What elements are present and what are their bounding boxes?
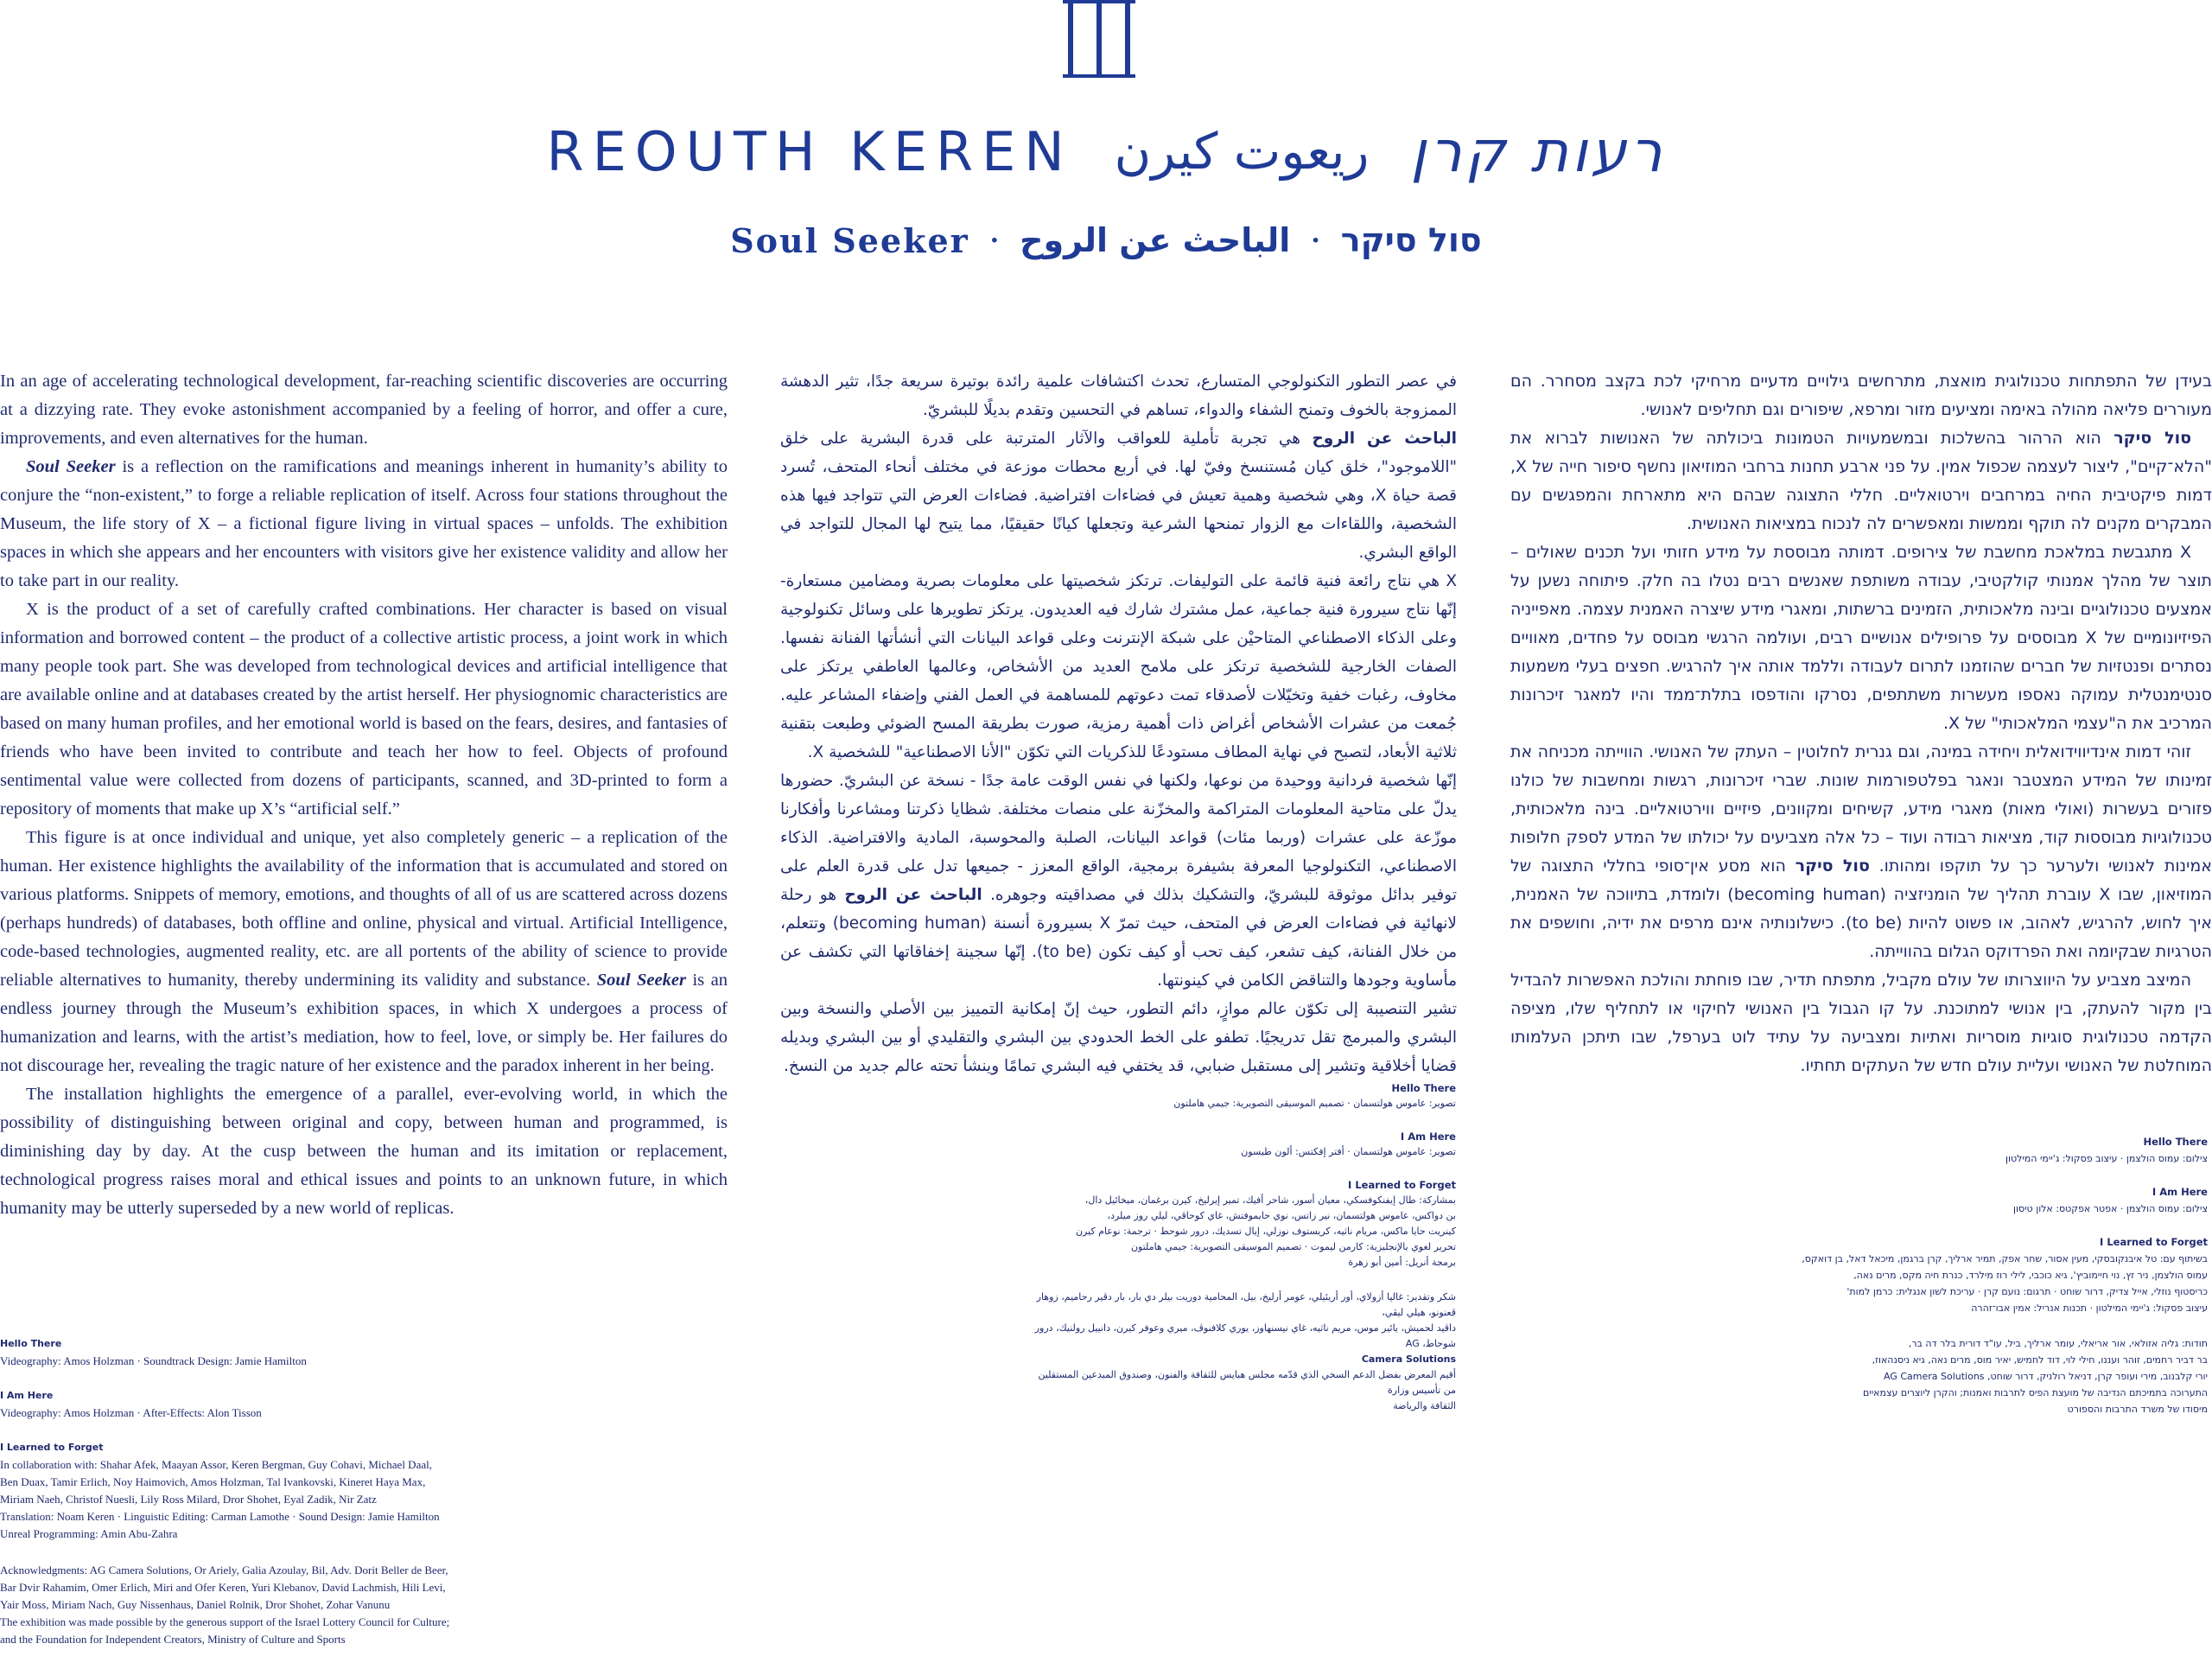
work-title-inline: סול סיקר <box>2113 429 2192 448</box>
credit-line: Unreal Programming: Amin Abu-Zahra <box>0 1527 178 1540</box>
acknowledgments-line: Yair Moss, Miriam Nach, Guy Nissenhaus, Daniel Rolnik, Dror Shohet, Zohar Vanunu <box>0 1598 391 1611</box>
paragraph: בעידן של התפתחות טכנולוגית מואצת, מתרחשים גילויים מדעיים מרחיקי לכת בקצב מסחרר. הם מעוררים פליאה מהולה באימה ומציעים מזור ומרפא, שיפורים וגם תחליפים לאנושי. <box>1510 372 2212 419</box>
paragraph-text: הוא מסע אין־סופי בחללי התצוגה של המוזיאון, שבו X עוברת תהליך של הומניזציה (becoming human) ולומדת, בתיווכה של האמנית, איך לחוש, להרגיש, לאהוב, או פשוט להיות (to be). כישלונותיה אינם מרפים את ידיה, וחושפים את הטרגיות שבקיומה ואת הפרדוקס הגלום בהווייתה. <box>1510 857 2212 961</box>
work-title-inline: Soul Seeker <box>26 457 116 476</box>
paragraph: המיצב מצביע על היווצרותו של עולם מקביל, מתפתח תדיר, שבו פוחתת והולכת האפשרות להבדיל בין מקור להעתק, בין אנושי למתוכנת. על קו הגבול בין האנושי לחיקוי או לתחליף שלו, מציפה הקדמה טכנולוגית סוגיות מוסריות ואתיות ומצביעה על עתיד לוט בערפל, שבו תיתכן העלמותו המוחלטת של האנושי ועליית עולם חדש של העתקים תחתיו. <box>1510 971 2212 1075</box>
credit-heading: I Am Here <box>0 1390 54 1401</box>
acknowledgments-line: Acknowledgments: AG Camera Solutions, Or Ariely, Galia Azoulay, Bil, Adv. Dorit Beller de Beer, <box>0 1564 448 1576</box>
credit-heading: Hello There <box>2143 1136 2208 1148</box>
paragraph <box>0 824 728 1080</box>
paragraph <box>0 453 728 596</box>
paragraph: تشير التنصيبة إلى تكوّن عالم موازٍ، دائم التطور، حيث إنّ إمكانية التمييز بين الأصلي والنسخة وبين البشري والمبرمج تقل تدريجيًا. تطفو على الخط الحدودي بين البشري والتقليدي أو بين البشري وبديله قضايا أخلاقية وتشير إلى مستقبل ضبابي، قد يختفي فيه البشري تمامًا وينشأ تحته عالم جديد من النسخ. <box>780 1000 1457 1075</box>
support-line: התערוכה בתמיכתם הנדיבה של מועצת הפיס לתרבות ואמנות; והקרן ליוצרים עצמאיים <box>1862 1387 2208 1398</box>
work-title-inline: الباحث عن الروح <box>844 886 982 904</box>
artist-name-latin: REOUTH KEREN <box>546 119 1073 183</box>
work-title-inline: סול סיקר <box>1795 857 1870 876</box>
paragraph <box>780 767 1457 995</box>
credit-line: تحرير لغوي بالإنجليزية: كارمن ليموت · تصميم الموسيقى التصويرية: جيمي هاملتون <box>1130 1241 1456 1252</box>
paragraph <box>1510 424 2212 538</box>
paragraph: The installation highlights the emergence of a parallel, ever-evolving world, in which the possibility of distinguishing between original and copy, between human and programmed, is diminishing day by day. At the cusp between the human and its imitation or replacement, technological progress raises moral and ethical issues and points to an unknown future, in which humanity may be utterly superseded by a new world of replicas. <box>0 1085 728 1218</box>
english-text-column <box>0 367 728 1223</box>
support-line: أقيم المعرض بفضل الدعم السخي الذي قدّمه مجلس هبايس للثقافة والفنون، وصندوق المبدعين المستقلين من تأسيس وزارة <box>1038 1369 1456 1396</box>
paragraph: X מתגבשת במלאכת מחשבת של צירופים. דמותה מבוססת על מידע חזותי ועל תכנים שאולים – תוצר של מהלך אמנותי קולקטיבי, עבודה משותפת שאנשים רבים נטלו בה חלק. פיתוחה נשען על אמצעים טכנולוגיים ובינה מלאכותית, הזמינים ברשתות, ומאגרי מידע שיצרה האמנית עצמה. מאפייניה הפיזיונומיים של X מבוססים על פרופילים אנושיים רבים, ועולמה הרגשי מבוסס על פחדים, מאוויים נסתרים ופנטזיות של חברים שהוזמנו לתרום לעבודה וללמד אותה איך להרגיש. חפצים בעלי משמעות סנטימנטלית עמוקה נאספו מעשרות משתתפים, נסרקו והודפסו בתלת־ממד והיו למאגר זיכרונות המרכיב את ה"עצמי המלאכותי" של X. <box>1510 543 2212 733</box>
arabic-text-column <box>780 367 1457 1080</box>
paragraph: In an age of accelerating technological development, far-reaching scientific discoveries are occurring at a dizzying rate. They evoke astonishment accompanied by a feeling of horror, and offer a cure, improvements, and even alternatives for the human. <box>0 372 728 448</box>
credit-heading: I Learned to Forget <box>2100 1236 2208 1248</box>
paragraph-text: הוא הרהור בהשלכות ובמשמעויות הטמונות ביכולתה של האנושות לברוא את "הלא־קיים", ליצור לעצמה שכפול אמין. על פני ארבע תחנות ברחבי המוזיאון נחשף סיפור חייה של X, דמות פיקטיבית החיה במרחבים וירטואליים. חללי התצוגה שבהם היא מתארחת והמפגשים עם המבקרים מקנים לה תוקף וממשות ומאפשרים לה לנכוח במציאות האנושית. <box>1510 429 2212 533</box>
acknowledgments-line: داڤيد لحميش، يائير موس، مريم ناثيه، غاي نيسنهاوز، يوري كلافنوڤ، ميري وعوفر كيرن، دانييل رولنيك، درور شوحاط، AG <box>1034 1322 1456 1349</box>
roman-numeral-three <box>1068 0 1130 78</box>
credit-line: برمجة أنريل: أمين أبو زهرة <box>1348 1257 1456 1268</box>
paragraph: X هي نتاج رائعة فنية قائمة على التوليفات. ترتكز شخصيتها على معلومات بصرية ومضامين مستعارة- إنّها نتاج سيرورة فنية جماعية، عمل مشترك شارك فيه العديدون. يرتكز تطويرها على وسائل تكنولوجية وعلى الذكاء الاصطناعي المتاحيْن على شبكة الإنترنت وعلى قواعد البيانات التي أنشأتها الفنانة نفسها. الصفات الخارجية للشخصية ترتكز على ملامح العديد من الأشخاص، وعالمها العاطفي يرتكز على مخاوف، رغبات خفية وتخيّلات لأصدقاء تمت دعوتهم للمساهمة في العمل الفني وإضفاء المشاعر عليه. جُمعت من عشرات الأشخاص أغراض ذات أهمية رمزية، صورت بطريقة المسح الضوئي وطبعت بتقنية ثلاثية الأبعاد، لتصبح في نهاية المطاف مستودعًا للذكريات التي تكوّن "الأنا الاصطناعية" للشخصية X. <box>780 572 1457 761</box>
separator-dot: · <box>989 225 1000 256</box>
credit-line: كينريت حايا ماكس، مريام ناثيه، كريستوف نوزلي، إيال تسديك، درور شوحط · ترجمة: نوعام كيرن <box>1075 1226 1456 1237</box>
support-line: and the Foundation for Independent Creators, Ministry of Culture and Sports <box>0 1633 346 1646</box>
paragraph <box>780 424 1457 567</box>
exhibition-title-hebrew: סול סיקר <box>1340 221 1482 259</box>
credit-line: Videography: Amos Holzman · Soundtrack Design: Jamie Hamilton <box>0 1354 307 1367</box>
credit-line: עיצוב פסקול: ג'יימי המילטון · תכנות אנריל: אמין אבו־זהרה <box>1971 1303 2208 1314</box>
paragraph-text: זוהי דמות אינדיווידואלית ויחידה במינה, וגם גנרית לחלוטין – העתק של האנושי. הווייתה מכניחה את זמינותו של המידע המצטבר ונאגר בפלטפורמות שונות. שברי זיכרונות, רגשות ומחשבות של כולנו פזורים בעשרות (ואולי מאות) מאגרי מידע, קשיחים ומקוונים, פיזיים ווירטואליים. בינה מלאכותית, טכנולוגיות מבוססות קוד, מציאות רבודה ועוד – כל אלה מצביעים על יכולתו של המדע לספק חלופות אמינות לאנושי ולערער כך על תוקפו ומהותו. <box>1510 742 2212 876</box>
paragraph-text: is a reflection on the ramifications and meanings inherent in humanity’s ability to conjure the “non-existent,” to forge a reliable replication of itself. Across four stations throughout the Museum, the life story of X – a fictional figure living in virtual spaces – unfolds. The exhibition spaces in which she appears and her encounters with visitors give her existence validity and allow her to take part in our reality. <box>0 457 728 590</box>
credit-line: צילום: עמוס הולצמן · אפטר אפקטס: אלון טיסון <box>2012 1203 2208 1214</box>
credit-heading: Hello There <box>0 1338 62 1349</box>
acknowledgments-line: בר דביר רחמים, זוהר ועננו, חילי לוי, דוד לחמיש, יאיר מוס, מרים נאה, גיא ניסנהאוז, <box>1872 1354 2208 1366</box>
credit-line: Videography: Amos Holzman · After-Effects: Alon Tisson <box>0 1406 262 1419</box>
paragraph-text: is an endless journey through the Museum’s exhibition spaces, in which X undergoes a process of humanization and learns, with the artist’s mediation, how to feel, love, or simply be. Her failures do not discourage her, revealing the tragic nature of her existence and the paradox inherent in her being. <box>0 971 728 1075</box>
paragraph <box>1510 738 2212 966</box>
credit-line: بمشاركة: طال إيفنكوفسكي، معيان أسور، شاحر أفيك، تمير إيرليخ، كيرن برغمان، ميخائيل دال، <box>1084 1194 1456 1206</box>
paragraph-text: هو رحلة لانهائية في فضاءات العرض في المتحف، حيث تمرّ X بسيرورة أنسنة (becoming human) وتتعلم، من خلال الفنانة، كيف تشعر، كيف تحب أو كيف تكون (to be). إنّها سجينة إخفاقاتها التي تكشف عن مأساوية وجودها والتناقض الكامن في كينونتها. <box>780 886 1458 990</box>
english-credits <box>0 1335 579 1648</box>
exhibition-title-latin: Soul Seeker <box>730 220 969 260</box>
credit-line: In collaboration with: Shahar Afek, Maayan Assor, Keren Bergman, Guy Cohavi, Michael Daal, <box>0 1458 432 1471</box>
credit-line: כריסטוף נוזלי, אייל צדיק, דרור שוחט · תרגום: נועם קרן · עריכת לשון אנגלית: כרמן למות' <box>1847 1286 2208 1297</box>
artist-name-title <box>0 117 2212 186</box>
credit-heading: I Learned to Forget <box>1348 1179 1456 1191</box>
credit-heading: I Am Here <box>2152 1186 2208 1198</box>
work-title-inline: Soul Seeker <box>596 971 686 990</box>
credit-heading: I Learned to Forget <box>0 1442 104 1453</box>
hebrew-text-column <box>1510 367 2212 1080</box>
credit-line: בשיתוף עם: טל איבנקובסקי, מעין אסור, שחר אפק, תמיר ארליך, קרן ברגמן, מיכאל דאל, בן דואקס, <box>1802 1253 2208 1264</box>
credit-line: تصوير: عاموس هولتسمان · أفتر إفكتس: ألون طيسون <box>1241 1146 1456 1157</box>
acknowledgments-line: יורי קלבנוב, מירי ועופר קרן, דניאל רולניק, דרור שוחט, AG Camera Solutions <box>1883 1371 2208 1382</box>
support-line: מיסודו של משרד התרבות והספורט <box>2067 1404 2208 1415</box>
artist-name-arabic: ريعوت كيرن <box>1114 122 1370 181</box>
credit-line: Translation: Noam Keren · Linguistic Editing: Carman Lamothe · Sound Design: Jamie Hamilton <box>0 1510 440 1523</box>
exhibition-title <box>0 214 2212 266</box>
credit-line: Ben Duax, Tamir Erlich, Noy Haimovich, Amos Holzman, Tal Ivankovski, Kineret Haya Max, <box>0 1475 426 1488</box>
credit-line: צילום: עמוס הולצמן · עיצוב פסקול: ג'יימי המילטון <box>2005 1153 2208 1164</box>
credit-heading: Hello There <box>1391 1082 1456 1094</box>
paragraph-text: إنّها شخصية فردانية ووحيدة من نوعها، ولكنها في نفس الوقت عامة جدًا - نسخة عن البشريّ. حضورها يدلّ على متاحية المعلومات المتراكمة والمخزّنة على منصات مختلفة. شظايا ذكرتنا ومشاعرنا وأفكارنا موزّعة على عشرات (وربما مئات) قواعد البيانات، الصلبة والمحوسبة، المادية والافتراضية. الذكاء الاصطناعي، التكنولوجيا المعرفة بشيفرة برمجية، الواقع المعزز - جميعها تدل على قدرة العلم على توفير بدائل موثوقة للبشريّ، والتشكيك بذلك في مصداقيته وجوهره. <box>780 772 1457 904</box>
acknowledgments-line: תודות: גליה אזולאי, אור אריאלי, עומר ארליך, ביל, עו"ד דורית בלר דה בר, <box>1908 1338 2208 1349</box>
paragraph-text: This figure is at once individual and unique, yet also completely generic – a replication of the human. Her existence highlights the availability of the information that is accumulated and stored on various platforms. Snippets of memory, emotions, and thoughts of all of us are scattered across dozens (perhaps hundreds) of databases, both offline and online, physical and virtual. Artificial Intelligence, code-based technologies, augmented reality, etc. are all portents of the ability of science to provide reliable alternatives to humanity, thereby undermining its validity and substance. <box>0 828 728 990</box>
credit-line: تصوير: عاموس هولتسمان · تصميم الموسيقى التصويرية: جيمي هاملتون <box>1173 1098 1456 1109</box>
hebrew-credits <box>1672 1134 2208 1417</box>
separator-dot: · <box>1311 225 1320 256</box>
acknowledgments-line: شكر وتقدير: غاليا أزولاي، أور أريئيلي، عومر أرليخ، بيل، المحامية دوريت بيلر دي بار، بار دڤير رحاميم، زوهار ڤعنونو، هيلي ليڤي، <box>1036 1291 1456 1318</box>
work-title-inline: الباحث عن الروح <box>1312 430 1458 448</box>
acknowledgments-line: Camera Solutions <box>1361 1353 1456 1365</box>
acknowledgments-line: Bar Dvir Rahamim, Omer Erlich, Miri and Ofer Keren, Yuri Klebanov, David Lachmish, Hili Levi, <box>0 1581 446 1594</box>
credit-line: עמוס הולצמן, ניר זץ, נוי חיימוביץ', גיא כוכבי, לילי רוז מילרד, כנרת חיה מקס, מרים נאה, <box>1853 1270 2208 1281</box>
arabic-credits <box>1028 1080 1456 1414</box>
paragraph: X is the product of a set of carefully crafted combinations. Her character is based on visual information and borrowed content – the product of a collective artistic process, a joint work in which many people took part. She was developed from technological devices and artificial intelligence that are available online and at databases created by the artist herself. Her physiognomic characteristics are based on many human profiles, and her emotional world is based on the fears, desires, and fantasies of friends who have been invited to contribute and teach her how to feel. Objects of profound sentimental value were collected from dozens of participants, scanned, and 3D-printed to form a repository of moments that make up X’s “artificial self.” <box>0 600 728 818</box>
credit-line: بن دواكس، عاموس هولتسمان، نير زاتس، نوي حايموفتش، غاي كوحاڤي، ليلي روز ميلرد، <box>1107 1210 1456 1221</box>
support-line: The exhibition was made possible by the generous support of the Israel Lottery Council for Culture; <box>0 1615 450 1628</box>
support-line: الثقافة والرياضة <box>1393 1400 1456 1411</box>
artist-name-hebrew: רעות קרן <box>1410 118 1666 185</box>
paragraph-text: هي تجربة تأملية للعواقب والآثار المترتبة على قدرة البشرية على خلق "اللاموجود"، خلق كيان مُستنسخ وفيّ لها. في أربع محطات موزعة في مختلف أنحاء المتحف، تُسرد قصة حياة X، وهي شخصية وهمية تعيش في فضاءات افتراضية. فضاءات العرض التي تتواجد فيها هذه الشخصية، واللقاءات مع الزوار تمنحها الشرعية وتجعلها كيانًا حقيقيًا، مما يتيح لها المجال للتواجد في الواقع البشري. <box>780 430 1457 562</box>
exhibition-title-arabic: الباحث عن الروح <box>1020 221 1291 259</box>
paragraph: في عصر التطور التكنولوجي المتسارع، تحدث اكتشافات علمية رائدة بوتيرة سريعة جدًا، تثير الدهشة الممزوجة بالخوف وتمنح الشفاء والدواء، تساهم في التحسين وتقدم بديلًا للبشريّ. <box>780 373 1457 419</box>
credit-line: Miriam Naeh, Christof Nuesli, Lily Ross Milard, Dror Shohet, Eyal Zadik, Nir Zatz <box>0 1493 377 1506</box>
credit-heading: I Am Here <box>1400 1131 1456 1143</box>
